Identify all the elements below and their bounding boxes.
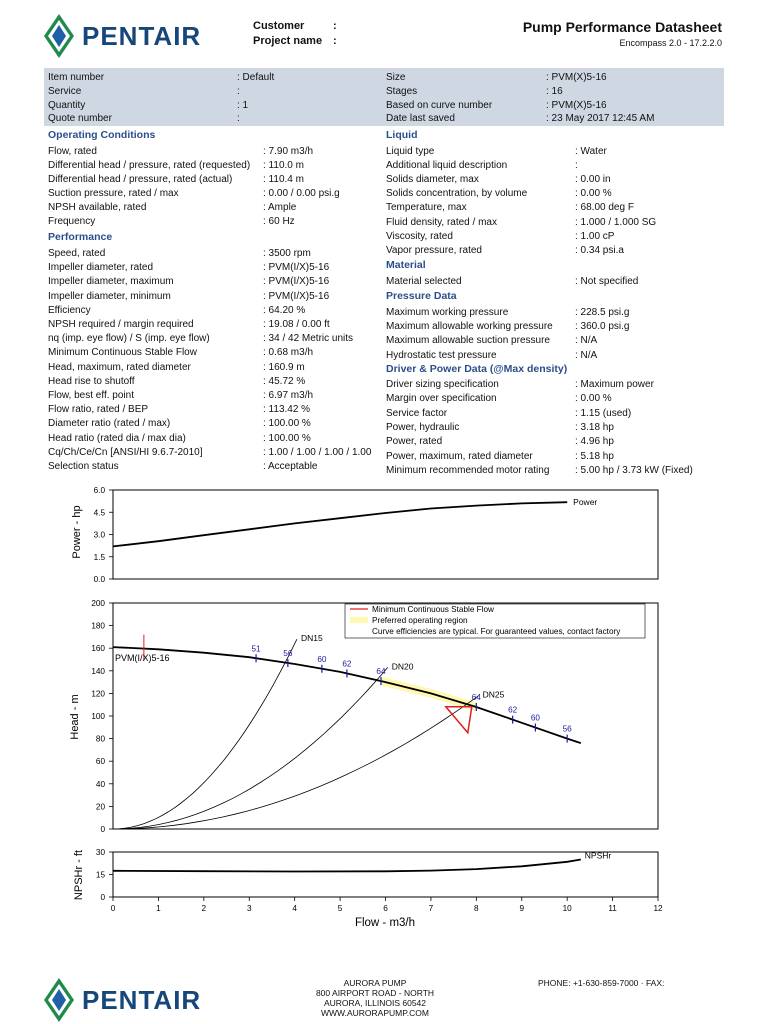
npshr-plot-frame — [113, 852, 658, 897]
performance-row-label: Head rise to shutoff — [48, 375, 135, 387]
liquid-row-value: : 0.34 psi.a — [575, 244, 624, 256]
item-info-label: Item number — [48, 72, 105, 83]
flow-x-tick-label: 5 — [337, 904, 343, 913]
power-series-label: Power — [573, 497, 598, 508]
performance-row-label: Selection status — [48, 461, 119, 472]
liquid-row-label: Temperature, max — [386, 202, 467, 214]
performance-row-label: Flow, best eff. point — [48, 390, 134, 401]
performance-row-label: Flow ratio, rated / BEP — [48, 404, 149, 416]
driver-row-value: : 5.18 hp — [575, 450, 614, 462]
driver-row-label: Margin over specification — [386, 393, 497, 405]
performance-row-value: : 64.20 % — [263, 304, 306, 316]
npshr-y-tick-label: 0 — [100, 893, 105, 902]
liquid-row-value: : 1.000 / 1.000 SG — [575, 216, 657, 228]
power-curve — [113, 502, 567, 546]
operating-row-label: Frequency — [48, 216, 96, 227]
operating-conditions-heading: Operating Conditions — [48, 129, 156, 141]
material-row-label: Material selected — [386, 276, 462, 287]
item-info-label: Service — [48, 85, 82, 97]
liquid-heading: Liquid — [386, 129, 418, 141]
efficiency-label: 56 — [283, 649, 293, 659]
operating-row-value: : 60 Hz — [263, 216, 295, 227]
datasheet-title: Pump Performance Datasheet — [522, 19, 722, 35]
item-info-label: Size — [386, 72, 406, 83]
head-y-axis-label: Head - m — [69, 694, 81, 740]
project-name-label: Project name — [253, 35, 323, 47]
material-heading: Material — [386, 259, 426, 271]
npshr-series-label: NPSHr — [584, 850, 612, 861]
performance-row-value: : 100.00 % — [263, 432, 311, 444]
operating-row-value: : 7.90 m3/h — [263, 146, 314, 157]
performance-row-value: : 160.9 m — [263, 361, 305, 373]
flow-x-tick-label: 7 — [428, 904, 434, 913]
operating-row-value: : 110.0 m — [263, 160, 304, 171]
footer-website: WWW.AURORAPUMP.COM — [321, 1008, 429, 1018]
efficiency-label: 62 — [508, 705, 518, 715]
performance-row-label: Head ratio (rated dia / max dia) — [48, 432, 186, 444]
footer-address-line2: AURORA, ILLINOIS 60542 — [323, 998, 427, 1008]
liquid-row-label: Fluid density, rated / max — [386, 216, 497, 228]
pressure-data-heading: Pressure Data — [386, 290, 457, 302]
performance-row-label: Impeller diameter, maximum — [48, 276, 174, 288]
liquid-row-value: : 68.00 deg F — [575, 202, 634, 214]
flow-x-tick-label: 9 — [519, 904, 525, 913]
efficiency-label: 51 — [251, 644, 261, 654]
curve-name-label: PVM(I/X)5-16 — [115, 653, 170, 664]
flow-x-tick-label: 4 — [292, 904, 297, 913]
legend-preferred-swatch — [350, 617, 368, 623]
pressure-row-label: Hydrostatic test pressure — [386, 349, 497, 361]
material-row-value: : Not specified — [575, 276, 639, 287]
system-curve-dn15 — [113, 639, 297, 829]
performance-row-value: : PVM(I/X)5-16 — [263, 290, 330, 302]
system-curve-label: DN25 — [482, 689, 505, 700]
flow-x-tick-label: 6 — [383, 904, 388, 913]
item-info-label: Quantity — [48, 99, 86, 111]
pressure-row-label: Maximum allowable suction pressure — [386, 335, 550, 347]
performance-row-value: : PVM(I/X)5-16 — [263, 262, 330, 274]
operating-row-label: Flow, rated — [48, 146, 97, 157]
power-y-tick-label: 1.5 — [93, 552, 105, 562]
driver-row-label: Power, rated — [386, 436, 443, 448]
item-info-value: : 1 — [237, 99, 249, 111]
pressure-row-label: Maximum allowable working pressure — [386, 321, 553, 333]
footer-address-line1: 800 AIRPORT ROAD - NORTH — [315, 988, 435, 998]
flow-x-tick-label: 1 — [156, 904, 161, 913]
performance-row-value: : 3500 rpm — [263, 248, 311, 259]
item-info-label: Stages — [386, 85, 418, 97]
operating-row-label: Differential head / pressure, rated (actual) — [48, 174, 233, 185]
flow-x-tick-label: 11 — [608, 904, 617, 913]
software-version: Encompass 2.0 - 17.2.2.0 — [619, 38, 722, 48]
performance-row-value: : 19.08 / 0.00 ft — [263, 319, 330, 330]
flow-x-tick-label: 0 — [110, 904, 116, 913]
head-y-tick-label: 20 — [95, 802, 105, 812]
performance-row-value: : Acceptable — [263, 461, 318, 472]
item-info-value: : — [237, 85, 240, 97]
performance-row-value: : 1.00 / 1.00 / 1.00 / 1.00 — [263, 446, 372, 458]
performance-row-label: Impeller diameter, rated — [48, 262, 154, 274]
performance-row-value: : 0.68 m3/h — [263, 347, 314, 359]
liquid-row-label: Solids diameter, max — [386, 174, 479, 186]
head-chart — [60, 592, 740, 842]
liquid-row-value: : — [575, 160, 578, 172]
performance-row-label: Diameter ratio (rated / max) — [48, 418, 171, 430]
liquid-row-label: Additional liquid description — [386, 160, 508, 172]
performance-row-value: : PVM(I/X)5-16 — [263, 276, 330, 288]
head-y-tick-label: 200 — [91, 599, 105, 608]
item-info-label: Based on curve number — [386, 99, 493, 111]
npshr-curve — [113, 860, 581, 872]
efficiency-label: 64 — [376, 667, 386, 677]
liquid-row-label: Viscosity, rated — [386, 230, 453, 242]
pressure-row-value: : N/A — [575, 335, 598, 347]
liquid-row-label: Liquid type — [386, 146, 435, 157]
performance-row-value: : 6.97 m3/h — [263, 390, 314, 401]
npshr-chart — [60, 843, 740, 933]
pressure-row-value: : 360.0 psi.g — [575, 321, 630, 333]
pressure-row-value: : 228.5 psi.g — [575, 307, 630, 318]
npshr-y-axis-label: NPSHr - ft — [73, 849, 85, 901]
system-curve-dn20 — [113, 667, 388, 829]
liquid-row-label: Vapor pressure, rated — [386, 244, 482, 256]
driver-row-value: : 1.15 (used) — [575, 407, 632, 419]
liquid-row-value: : 1.00 cP — [575, 230, 615, 242]
power-chart — [60, 480, 740, 590]
power-y-axis-label: Power - hp — [71, 505, 83, 559]
project-colon: : — [333, 35, 337, 47]
item-info-value: : Default — [237, 72, 275, 83]
npshr-y-tick-label: 15 — [95, 870, 105, 880]
liquid-row-value: : 0.00 % — [575, 188, 612, 200]
footer-company: AURORA PUMP — [343, 978, 407, 988]
operating-row-label: NPSH available, rated — [48, 202, 147, 213]
driver-row-value: : 3.18 hp — [575, 421, 614, 433]
item-info-value: : PVM(X)5-16 — [546, 72, 607, 83]
operating-row-value: : 110.4 m — [263, 174, 304, 185]
driver-row-value: : 4.96 hp — [575, 436, 614, 448]
power-y-tick-label: 3.0 — [93, 530, 105, 540]
pressure-row-value: : N/A — [575, 349, 598, 361]
pressure-row-label: Maximum working pressure — [386, 307, 509, 318]
item-info-value: : PVM(X)5-16 — [546, 99, 607, 111]
driver-row-label: Power, hydraulic — [386, 421, 460, 433]
customer-colon: : — [333, 20, 337, 32]
item-info-label: Quote number — [48, 113, 112, 125]
liquid-row-label: Solids concentration, by volume — [386, 188, 528, 200]
performance-row-label: nq (imp. eye flow) / S (imp. eye flow) — [48, 333, 210, 345]
power-y-tick-label: 0.0 — [93, 575, 105, 584]
power-y-tick-label: 4.5 — [93, 508, 105, 518]
legend-preferred-text: Preferred operating region — [372, 616, 468, 625]
pentair-diamond-icon — [44, 14, 74, 58]
operating-row-value: : Ample — [263, 202, 297, 213]
performance-row-label: Speed, rated — [48, 248, 106, 259]
efficiency-label: 56 — [562, 724, 572, 734]
operating-row-value: : 0.00 / 0.00 psi.g — [263, 188, 340, 199]
efficiency-label: 64 — [471, 692, 481, 702]
footer-brand-name: PENTAIR — [82, 984, 202, 1015]
system-curve-label: DN15 — [300, 633, 323, 644]
footer-pentair-logo — [44, 978, 201, 1022]
brand-name: PENTAIR — [82, 20, 202, 51]
flow-x-tick-label: 3 — [246, 904, 252, 913]
head-chart-legend — [345, 604, 645, 638]
footer-address — [300, 978, 450, 1018]
efficiency-label: 62 — [342, 659, 352, 669]
performance-row-value: : 34 / 42 Metric units — [263, 333, 354, 345]
flow-x-tick-label: 2 — [201, 904, 207, 913]
operating-row-label: Differential head / pressure, rated (requested) — [48, 160, 251, 171]
footer-pentair-diamond-icon — [44, 978, 74, 1022]
driver-row-value: : Maximum power — [575, 379, 654, 390]
liquid-row-value: : Water — [575, 146, 607, 157]
head-y-tick-label: 40 — [95, 779, 105, 789]
driver-row-label: Driver sizing specification — [386, 379, 499, 390]
head-y-tick-label: 80 — [95, 734, 105, 744]
legend-min-flow-text: Minimum Continuous Stable Flow — [372, 605, 494, 614]
performance-heading: Performance — [48, 231, 113, 243]
flow-x-axis-label: Flow - m3/h — [354, 917, 416, 929]
item-info-value: : 16 — [546, 85, 563, 97]
item-info-label: Date last saved — [386, 113, 455, 125]
operating-row-label: Suction pressure, rated / max — [48, 188, 179, 199]
performance-row-label: Head, maximum, rated diameter — [48, 361, 191, 373]
system-curve-label: DN20 — [391, 661, 414, 672]
driver-row-value: : 5.00 hp / 3.73 kW (Fixed) — [575, 464, 693, 476]
flow-x-tick-label: 8 — [474, 904, 479, 913]
power-y-tick-label: 6.0 — [93, 486, 105, 495]
performance-row-label: Cq/Ch/Ce/Cn [ANSI/HI 9.6.7-2010] — [48, 446, 203, 458]
item-info-value: : 23 May 2017 12:45 AM — [546, 113, 655, 125]
head-y-tick-label: 160 — [91, 644, 105, 654]
performance-row-label: Impeller diameter, minimum — [48, 290, 171, 302]
head-y-tick-label: 0 — [100, 825, 105, 834]
driver-row-label: Minimum recommended motor rating — [386, 464, 550, 476]
footer-phone: PHONE: +1-630-859-7000 · FAX: — [538, 978, 665, 988]
driver-row-value: : 0.00 % — [575, 393, 612, 405]
system-curve-dn25 — [113, 696, 479, 829]
head-y-tick-label: 60 — [95, 757, 105, 767]
driver-power-heading: Driver & Power Data (@Max density) — [386, 363, 568, 375]
rated-point-marker — [446, 707, 472, 733]
customer-label: Customer — [253, 20, 305, 32]
performance-row-value: : 113.42 % — [263, 404, 311, 416]
flow-x-tick-label: 12 — [653, 904, 663, 913]
item-info-value: : — [237, 113, 240, 125]
performance-row-value: : 100.00 % — [263, 418, 311, 430]
pentair-logo — [44, 14, 201, 58]
performance-row-label: Efficiency — [48, 304, 91, 316]
performance-row-label: NPSH required / margin required — [48, 319, 194, 330]
npshr-y-tick-label: 30 — [95, 848, 105, 857]
head-y-tick-label: 100 — [91, 712, 105, 721]
flow-x-tick-label: 10 — [562, 904, 572, 913]
legend-note-text: Curve efficiencies are typical. For guaranteed values, contact factory — [372, 627, 621, 636]
performance-row-label: Minimum Continuous Stable Flow — [48, 347, 197, 359]
efficiency-label: 60 — [530, 713, 540, 723]
head-y-tick-label: 180 — [91, 621, 105, 631]
liquid-row-value: : 0.00 in — [575, 174, 611, 186]
head-y-tick-label: 120 — [91, 689, 105, 699]
efficiency-label: 60 — [317, 654, 327, 664]
driver-row-label: Power, maximum, rated diameter — [386, 450, 533, 462]
head-y-tick-label: 140 — [91, 666, 105, 676]
driver-row-label: Service factor — [386, 407, 448, 419]
performance-row-value: : 45.72 % — [263, 375, 306, 387]
